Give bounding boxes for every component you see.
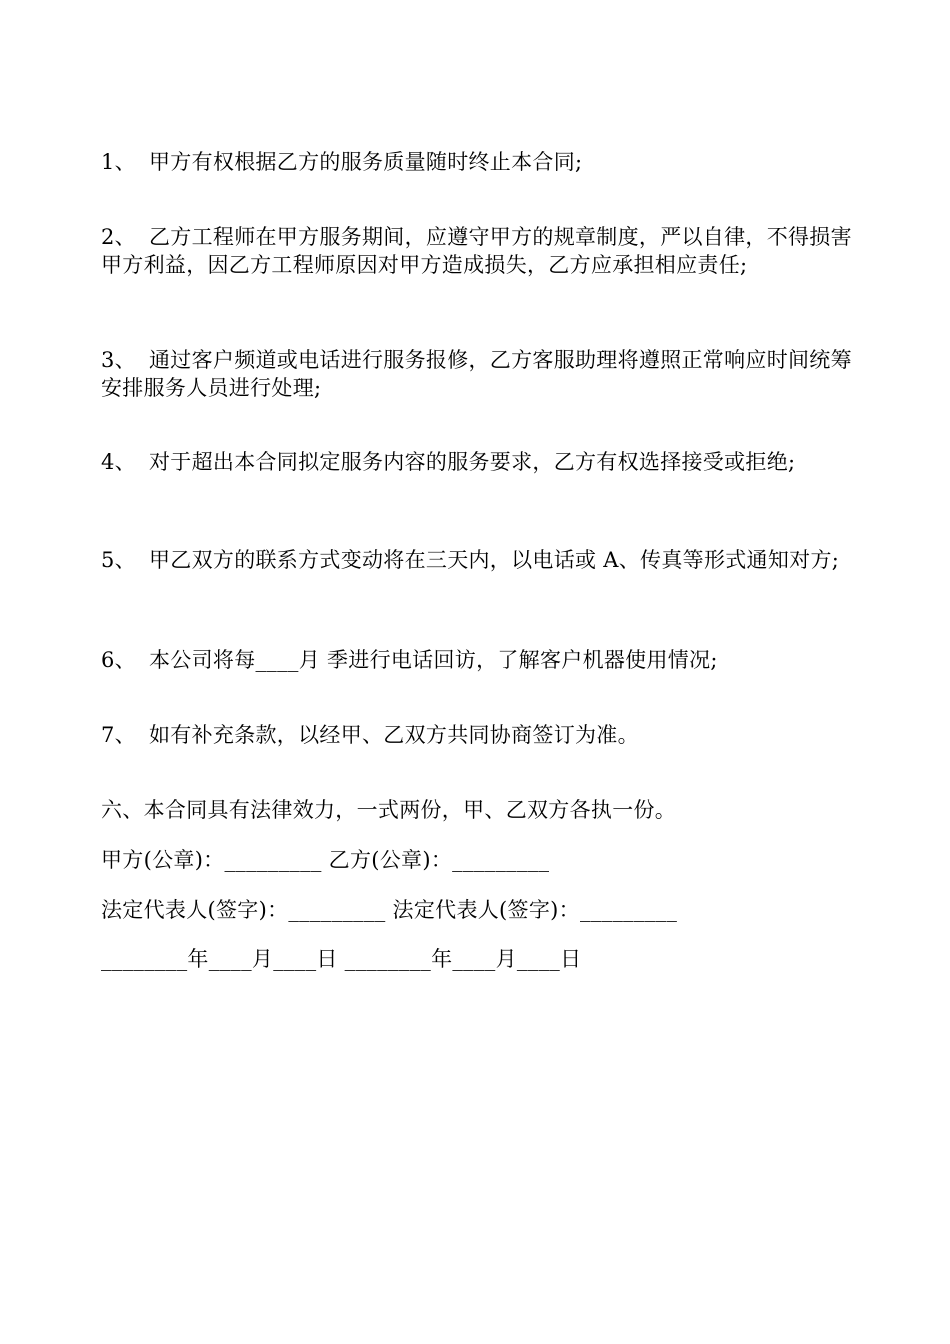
representative-signature-line: 法定代表人(签字)：_________ 法定代表人(签字)：_________ (101, 898, 678, 922)
clause-number: 3、 (101, 348, 136, 372)
clause-3 (101, 346, 853, 402)
clause-text: 甲方有权根据乙方的服务质量随时终止本合同; (149, 150, 583, 174)
seal-signature-line: 甲方(公章)：_________ 乙方(公章)：_________ (101, 848, 550, 872)
clause-5 (101, 546, 853, 574)
effect-clause: 六、本合同具有法律效力，一式两份，甲、乙双方各执一份。 (101, 798, 677, 822)
clause-text: 如有补充条款，以经甲、乙双方共同协商签订为准。 (149, 723, 639, 747)
clause-text: 对于超出本合同拟定服务内容的服务要求，乙方有权选择接受或拒绝; (149, 450, 796, 474)
clause-number: 7、 (101, 723, 136, 747)
clause-6 (101, 646, 853, 674)
clause-4 (101, 448, 853, 476)
clause-number: 4、 (101, 450, 136, 474)
date-line: ________年____月____日 ________年____月____日 (101, 947, 582, 971)
clause-number: 5、 (101, 548, 136, 572)
clause-1 (101, 148, 853, 176)
clause-7 (101, 721, 853, 749)
clause-number: 2、 (101, 225, 136, 249)
clause-text: 乙方工程师在甲方服务期间，应遵守甲方的规章制度，严以自律，不得损害甲方利益，因乙方工程师原因对甲方造成损失，乙方应承担相应责任; (101, 225, 852, 277)
clause-text: 本公司将每____月 季进行电话回访，了解客户机器使用情况; (149, 648, 718, 672)
clause-text: 甲乙双方的联系方式变动将在三天内，以电话或 A、传真等形式通知对方; (149, 548, 840, 572)
clause-number: 1、 (101, 150, 136, 174)
clause-2 (101, 223, 853, 279)
clause-text: 通过客户频道或电话进行服务报修，乙方客服助理将遵照正常响应时间统筹安排服务人员进行处理; (101, 348, 852, 400)
clause-number: 6、 (101, 648, 136, 672)
